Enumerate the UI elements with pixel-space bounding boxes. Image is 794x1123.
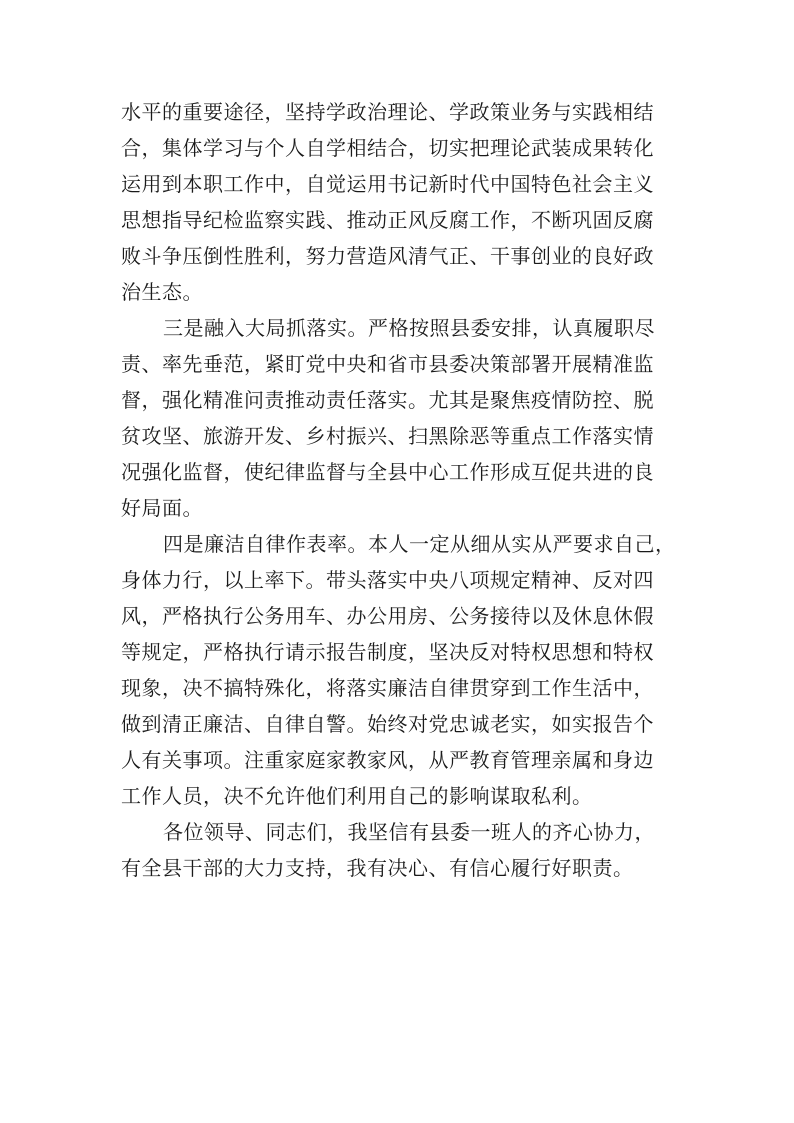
text-line: 况强化监督，使纪律监督与全县中心工作形成互促共进的良 xyxy=(121,460,654,484)
paragraph-integrate-overall-situation xyxy=(121,310,681,526)
text-line: 水平的重要途径，坚持学政治理论、学政策业务与实践相结 xyxy=(121,100,654,124)
paragraph-closing-statement xyxy=(121,814,681,886)
text-line: 贫攻坚、旅游开发、乡村振兴、扫黑除恶等重点工作落实情 xyxy=(121,424,654,448)
text-line: 督，强化精准问责推动责任落实。尤其是聚焦疫情防控、脱 xyxy=(121,388,654,412)
paragraph-integrity-self-discipline xyxy=(121,526,681,814)
text-line: 现象，决不搞特殊化，将落实廉洁自律贯穿到工作生活中， xyxy=(121,676,654,700)
text-line: 合，集体学习与个人自学相结合，切实把理论武装成果转化 xyxy=(121,136,654,160)
text-line: 等规定，严格执行请示报告制度，坚决反对特权思想和特权 xyxy=(121,640,654,664)
text-line: 人有关事项。注重家庭家教家风，从严教育管理亲属和身边 xyxy=(121,748,654,772)
paragraph-theory-study xyxy=(121,94,681,310)
document-body xyxy=(121,94,681,886)
text-line: 三是融入大局抓落实。严格按照县委安排，认真履职尽 xyxy=(163,316,655,340)
text-line: 责、率先垂范，紧盯党中央和省市县委决策部署开展精准监 xyxy=(121,352,654,376)
text-line: 四是廉洁自律作表率。本人一定从细从实从严要求自己， xyxy=(163,532,676,556)
text-line: 工作人员，决不允许他们利用自己的影响谋取私利。 xyxy=(121,784,593,808)
text-line: 有全县干部的大力支持，我有决心、有信心履行好职责。 xyxy=(121,856,634,880)
text-line: 好局面。 xyxy=(121,496,203,520)
text-line: 风，严格执行公务用车、办公用房、公务接待以及休息休假 xyxy=(121,604,654,628)
text-line: 做到清正廉洁、自律自警。始终对党忠诚老实，如实报告个 xyxy=(121,712,654,736)
text-line: 各位领导、同志们，我坚信有县委一班人的齐心协力， xyxy=(163,820,655,844)
text-line: 思想指导纪检监察实践、推动正风反腐工作，不断巩固反腐 xyxy=(121,208,654,232)
text-line: 运用到本职工作中，自觉运用书记新时代中国特色社会主义 xyxy=(121,172,654,196)
text-line: 治生态。 xyxy=(121,280,203,304)
text-line: 身体力行，以上率下。带头落实中央八项规定精神、反对四 xyxy=(121,568,654,592)
text-line: 败斗争压倒性胜利，努力营造风清气正、干事创业的良好政 xyxy=(121,244,654,268)
